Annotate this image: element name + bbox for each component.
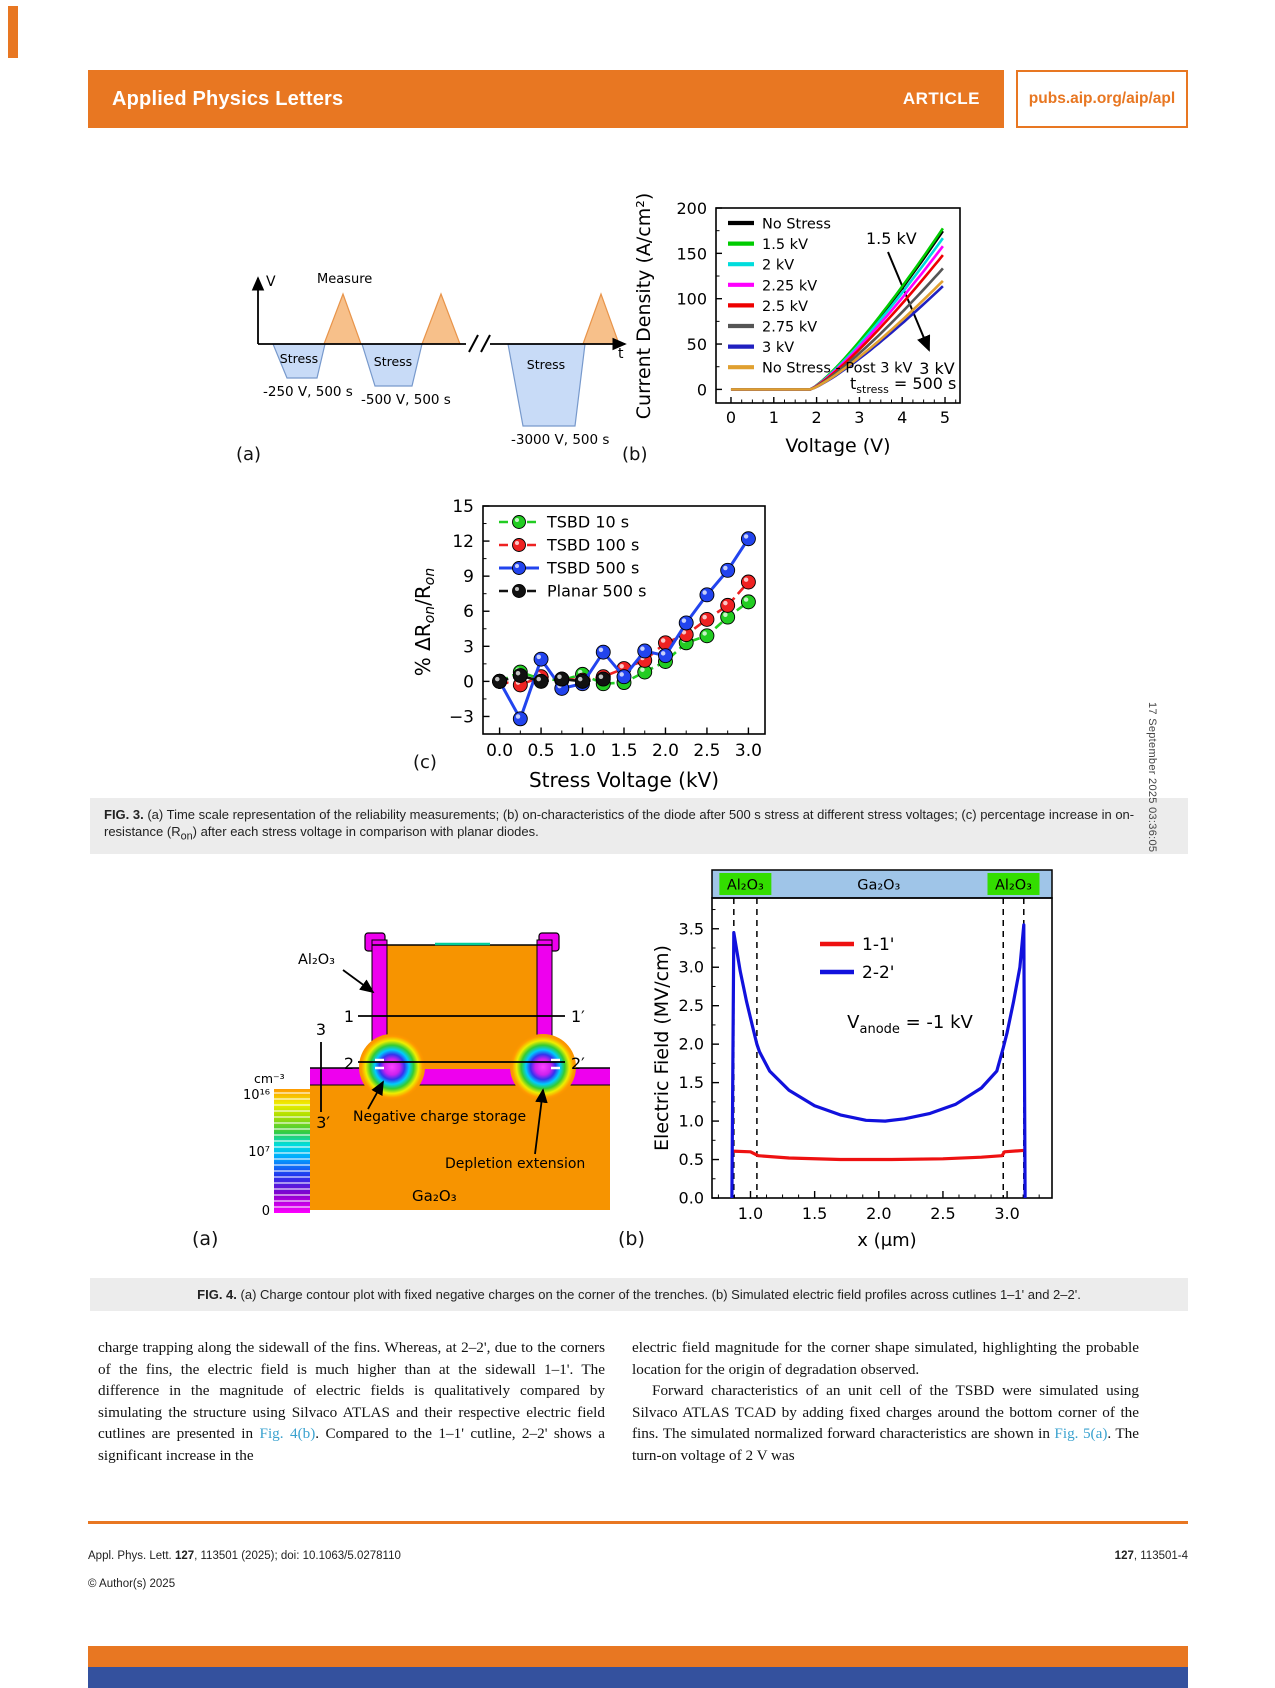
footer-citation (88, 1550, 401, 1562)
data-point (700, 629, 714, 643)
y-tick-label: 100 (676, 289, 707, 309)
y-tick-label: 3 (463, 637, 474, 658)
cutline-1p-label: 1′ (571, 1007, 585, 1026)
y-tick-label: 0 (696, 380, 707, 400)
y-tick-label: 15 (452, 497, 474, 517)
legend-label: No Stress - Post 3 kV (762, 360, 913, 377)
measure-pulse-2 (422, 294, 460, 344)
header-band (88, 70, 1004, 128)
data-point-highlight (599, 674, 603, 678)
y-tick-label: 3.5 (678, 919, 704, 939)
y-axis-title: Current Density (A/cm²) (633, 192, 655, 420)
fig3-panel-a-label: (a) (236, 444, 262, 465)
fig4-caption (90, 1278, 1188, 1311)
data-point-highlight (557, 674, 561, 678)
journal-url[interactable]: pubs.aip.org/aip/apl (1028, 90, 1176, 107)
ga2o3-substrate (310, 1084, 610, 1210)
body-text-segment: . The turn-on voltage of 2 V was (632, 1425, 1140, 1464)
x-tick-label: 3 (854, 408, 865, 427)
data-point-highlight (744, 577, 748, 581)
data-point-highlight (744, 534, 748, 538)
journal-url-box[interactable] (1016, 70, 1188, 128)
legend-label: 2.25 kV (762, 278, 818, 295)
data-point-highlight (702, 631, 706, 635)
data-point (493, 674, 507, 688)
cutline-3p-label: 3′ (316, 1113, 330, 1132)
y-tick-label: 0.5 (678, 1150, 704, 1170)
data-point-highlight (599, 648, 603, 652)
legend-label: Planar 500 s (547, 581, 647, 601)
x-tick-label: 2 (811, 408, 822, 427)
footer-volume: 127 (174, 1550, 195, 1562)
data-point (534, 674, 548, 688)
y-tick-label: 1.5 (678, 1073, 704, 1093)
fig4a-contour-plot (210, 862, 610, 1217)
y-tick-label: 150 (676, 244, 707, 264)
legend-label: 2-2' (862, 963, 895, 983)
data-point-highlight (640, 646, 644, 650)
legend-marker-highlight (515, 564, 519, 568)
fig3-caption-sub: on (180, 830, 193, 843)
data-point-highlight (516, 714, 520, 718)
data-point-highlight (661, 651, 665, 655)
footer-rule (88, 1521, 1188, 1524)
measure-label: Measure (317, 272, 373, 287)
stress-label-1: Stress (279, 351, 319, 366)
data-point-highlight (578, 677, 582, 681)
x-tick-label: 3.0 (994, 1204, 1020, 1223)
y-tick-label: 9 (463, 567, 474, 588)
y-tick-label: 1.0 (678, 1111, 704, 1131)
data-point (576, 674, 590, 688)
fig4-panel-a-label: (a) (192, 1228, 219, 1250)
x-tick-label: 2.5 (693, 741, 721, 761)
footer-citation-post: , 113501 (2025); doi: 10.1063/5.0278110 (194, 1550, 401, 1562)
data-point-highlight (537, 655, 541, 659)
x-tick-label: 1.0 (737, 1204, 764, 1223)
y-tick-label: 50 (686, 335, 707, 355)
t-axis-label: t (618, 346, 624, 362)
data-point (700, 612, 714, 626)
body-text-segment: electric field magnitude for the corner shape simulated, highlighting the probable location for the origin of degradation observed. (632, 1339, 1139, 1378)
data-point-highlight (495, 677, 499, 681)
body-paragraph (632, 1380, 1139, 1466)
figure-link[interactable]: Fig. 4(b) (259, 1425, 316, 1442)
legend-label: TSBD 500 s (547, 558, 640, 578)
data-point-highlight (723, 613, 727, 617)
al2o3-arrow (343, 970, 373, 992)
ga2o3-label: Ga₂O₃ (412, 1187, 457, 1205)
x-tick-label: 5 (939, 408, 951, 427)
data-point (617, 670, 631, 684)
x-tick-label: 0.0 (486, 741, 514, 761)
fig3-caption (90, 798, 1188, 854)
pulse2-label: -500 V, 500 s (361, 392, 451, 408)
material-label: Al₂O₃ (995, 877, 1033, 894)
data-point (700, 588, 714, 602)
data-point-highlight (702, 615, 706, 619)
x-tick-label: 2.0 (866, 1204, 892, 1223)
data-point-highlight (619, 664, 623, 668)
series-line-1-1' (732, 1150, 1025, 1159)
footer-page-number (1115, 1550, 1188, 1562)
measure-pulse-3 (583, 294, 619, 344)
legend-label: No Stress (762, 216, 831, 233)
legend-marker-highlight (515, 587, 519, 591)
legend-marker-highlight (515, 541, 519, 545)
data-point-highlight (723, 601, 727, 605)
legend-marker-highlight (515, 518, 519, 522)
x-tick-label: 1.5 (801, 1204, 828, 1223)
body-column-left (98, 1337, 605, 1466)
footer-copyright: © Author(s) 2025 (88, 1578, 176, 1590)
cutline-1-label: 1 (343, 1007, 354, 1026)
colorbar-max: 10¹⁶ (243, 1088, 270, 1103)
fig3b-iv-chart (628, 178, 978, 478)
legend-marker (513, 562, 526, 575)
article-label: ARTICLE (902, 89, 980, 108)
vanode-annotation: $V_{anode} = -1$ kV (847, 1012, 973, 1037)
body-text-segment: Forward characteristics of an unit cell of the TSBD were simulated using Silvaco ATLAS TCAD by adding fixed charges around the bottom corner of the fins. The simulated normalized forward characteristics are shown in (632, 1382, 1139, 1442)
cutline-2-label: 2 (343, 1054, 354, 1073)
y-tick-label: 0.0 (678, 1188, 704, 1208)
annotation-3kv: 3 kV (919, 359, 955, 378)
data-point-highlight (619, 672, 623, 676)
x-axis-title: Voltage (V) (785, 435, 891, 457)
data-point (679, 616, 693, 630)
body-column-right (632, 1337, 1139, 1466)
data-point (513, 669, 527, 683)
data-point-highlight (682, 618, 686, 622)
data-point (741, 532, 755, 546)
data-point (721, 598, 735, 612)
legend-label: TSBD 10 s (547, 512, 630, 532)
tstress-annotation: $t_{stress} = 500$ s (850, 374, 957, 396)
next-page-orange-band (88, 1646, 1188, 1667)
cutline-3-label: 3 (315, 1020, 326, 1039)
data-point-highlight (744, 597, 748, 601)
legend-label: 2.5 kV (762, 298, 808, 315)
colorbar-unit: cm⁻³ (254, 1071, 285, 1086)
data-point (555, 672, 569, 686)
colorbar-mid: 10⁷ (248, 1145, 270, 1160)
y-tick-label: −3 (448, 707, 474, 728)
al2o3-label: Al₂O₃ (298, 952, 335, 968)
x-tick-label: 0.5 (527, 741, 555, 761)
data-point (596, 672, 610, 686)
x-tick-label: 1.0 (569, 741, 597, 761)
negative-charge-label: Negative charge storage (353, 1109, 527, 1125)
fig4-caption-text: (a) Charge contour plot with fixed negative charges on the corner of the trenches. (b) Simulated electric field profiles across cutlines 1–1' and 2–2'. (236, 1287, 1081, 1302)
charge-blob-left (359, 1034, 425, 1100)
data-point-highlight (516, 671, 520, 675)
stress-label-2: Stress (373, 354, 413, 369)
fig4-panel-b-label: (b) (618, 1228, 645, 1250)
v-axis-label: V (266, 274, 276, 290)
fig3-panel-c-label: (c) (413, 752, 437, 773)
x-tick-label: 4 (897, 408, 908, 427)
footer-page-right: , 113501-4 (1133, 1550, 1188, 1562)
x-tick-label: 2.0 (651, 741, 679, 761)
y-tick-label: 6 (463, 602, 474, 623)
cutline-2p-label: 2′ (571, 1054, 585, 1073)
fig3-panel-b-label: (b) (622, 444, 648, 465)
footer-citation-pre: Appl. Phys. Lett. (88, 1550, 175, 1562)
legend-label: TSBD 100 s (547, 535, 640, 555)
y-tick-label: 2.5 (678, 996, 704, 1016)
body-text-segment: charge trapping along the sidewall of the fins. Whereas, at 2–2', due to the corners of the fins, the electric field is much higher than at the sidewall 1–1'. The difference in the magnitude of electric fields is qualitatively compared by simulating the structure using Silvaco ATLAS and their respective electric field cutlines are presented in (98, 1339, 605, 1442)
legend-label: 1.5 kV (762, 237, 808, 254)
data-point (741, 575, 755, 589)
legend-label: 2.75 kV (762, 319, 818, 336)
download-timestamp: 17 September 2025 03:36:05 (1146, 702, 1158, 853)
fig4b-efield-chart (652, 866, 1062, 1261)
y-tick-label: 200 (676, 199, 707, 218)
journal-title: Applied Physics Letters (112, 87, 344, 110)
colorbar-zero: 0 (261, 1204, 270, 1219)
data-point (534, 652, 548, 666)
fig3-caption-tag: FIG. 3. (104, 807, 144, 822)
x-tick-label: 3.0 (734, 741, 762, 761)
fig4-caption-tag: FIG. 4. (197, 1287, 237, 1302)
fig3-caption-text2: ) after each stress voltage in comparison with planar diodes. (192, 824, 539, 839)
y-tick-label: 3.0 (678, 957, 704, 977)
x-axis-title: Stress Voltage (kV) (528, 768, 720, 792)
data-point-highlight (661, 638, 665, 642)
y-axis-title: % $\Delta R_{on}/R_{on}$ (411, 567, 438, 677)
legend-label: 2 kV (762, 257, 795, 274)
fig3a-timing-diagram (233, 238, 633, 473)
data-point-highlight (640, 667, 644, 671)
data-point (596, 645, 610, 659)
material-label: Ga₂O₃ (857, 877, 901, 894)
legend-label: 1-1' (862, 935, 895, 955)
fig3c-ron-chart (408, 492, 803, 797)
data-point (638, 644, 652, 658)
legend-marker (513, 516, 526, 529)
legend-label: 3 kV (762, 340, 795, 357)
material-label: Al₂O₃ (726, 877, 764, 894)
y-axis-title: Electric Field (MV/cm) (651, 945, 673, 1151)
data-point (658, 649, 672, 663)
y-tick-label: 2.0 (678, 1034, 704, 1054)
data-point (721, 563, 735, 577)
x-tick-label: 1 (768, 408, 779, 427)
body-paragraph (632, 1337, 1139, 1380)
x-tick-label: 2.5 (930, 1204, 956, 1223)
pulse3-label: -3000 V, 500 s (511, 432, 610, 448)
data-point-highlight (537, 677, 541, 681)
body-paragraph (98, 1337, 605, 1466)
stress-label-3: Stress (526, 357, 566, 372)
data-point-highlight (723, 566, 727, 570)
annotation-1p5kv: 1.5 kV (866, 229, 917, 248)
x-axis-title: x (μm) (857, 1230, 917, 1251)
pulse1-label: -250 V, 500 s (263, 384, 353, 400)
page-edge-mark (8, 6, 18, 58)
depletion-label: Depletion extension (445, 1156, 586, 1172)
legend-marker (513, 539, 526, 552)
x-tick-label: 0 (725, 408, 737, 427)
figure-link[interactable]: Fig. 5(a) (1054, 1425, 1108, 1442)
measure-pulse-1 (324, 294, 361, 344)
data-point (513, 712, 527, 726)
y-tick-label: 12 (452, 532, 474, 553)
body-text-segment: . Compared to the 1–1' cutline, 2–2' shows a significant increase in the (98, 1425, 606, 1464)
legend-marker (513, 585, 526, 598)
data-point (741, 595, 755, 609)
fig3-caption-text: (a) Time scale representation of the reliability measurements; (b) on-characteristics of the diode after 500 s stress at different stress voltages; (c) percentage increase in on-resistance (R (104, 807, 1135, 839)
y-tick-label: 0 (463, 672, 474, 693)
data-point-highlight (702, 590, 706, 594)
footer-volume-right: 127 (1114, 1550, 1134, 1562)
x-tick-label: 1.5 (610, 741, 638, 761)
next-page-blue-band (88, 1667, 1188, 1688)
